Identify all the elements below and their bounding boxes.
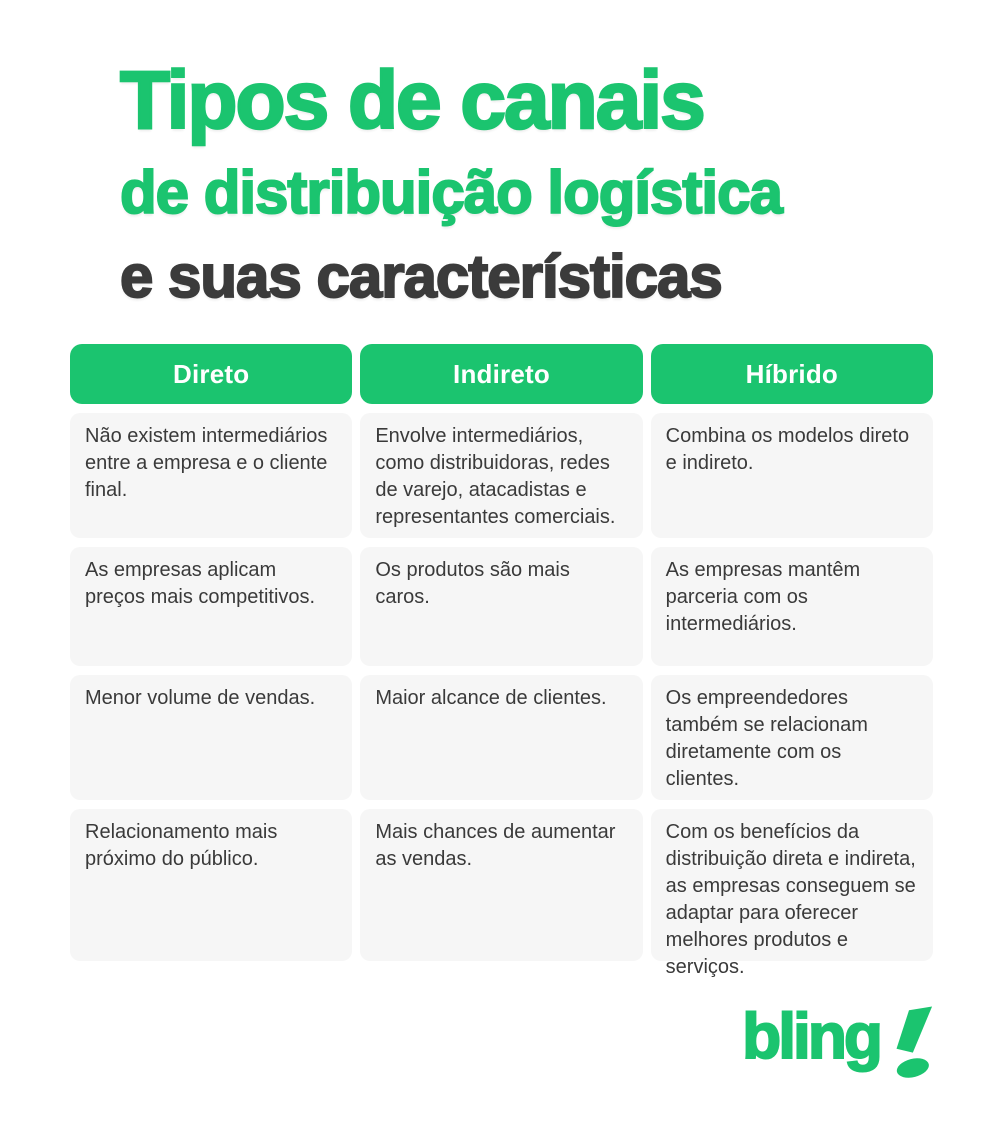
page-title-line-1: Tipos de canais: [120, 55, 704, 146]
comparison-table: [70, 344, 933, 978]
cell-direto-2: As empresas aplicam preços mais competitivos.: [70, 547, 352, 666]
logo-exclamation-icon: [884, 1006, 934, 1080]
column-header-indireto: Indireto: [360, 344, 642, 404]
cell-direto-3: Menor volume de vendas.: [70, 675, 352, 800]
cell-indireto-1: Envolve intermediários, como distribuidoras, redes de varejo, atacadistas e representantes comerciais.: [360, 413, 642, 538]
cell-hibrido-3: Os empreendedores também se relacionam diretamente com os clientes.: [651, 675, 933, 800]
cell-direto-4: Relacionamento mais próximo do público.: [70, 809, 352, 961]
cell-indireto-3: Maior alcance de clientes.: [360, 675, 642, 800]
cell-hibrido-2: As empresas mantêm parceria com os intermediários.: [651, 547, 933, 666]
page-title-line-3: e suas características: [120, 243, 722, 310]
column-header-direto: Direto: [70, 344, 352, 404]
cell-hibrido-1: Combina os modelos direto e indireto.: [651, 413, 933, 538]
cell-indireto-2: Os produtos são mais caros.: [360, 547, 642, 666]
page-title-line-2: de distribuição logística: [120, 159, 782, 226]
cell-hibrido-4: Com os benefícios da distribuição direta e indireta, as empresas conseguem se adaptar para oferecer melhores produtos e serviços.: [651, 809, 933, 961]
cell-indireto-4: Mais chances de aumentar as vendas.: [360, 809, 642, 961]
bling-logo-text: bling: [742, 1000, 880, 1072]
cell-direto-1: Não existem intermediários entre a empresa e o cliente final.: [70, 413, 352, 538]
bling-logo: [742, 1000, 934, 1080]
column-header-hibrido: Híbrido: [651, 344, 933, 404]
